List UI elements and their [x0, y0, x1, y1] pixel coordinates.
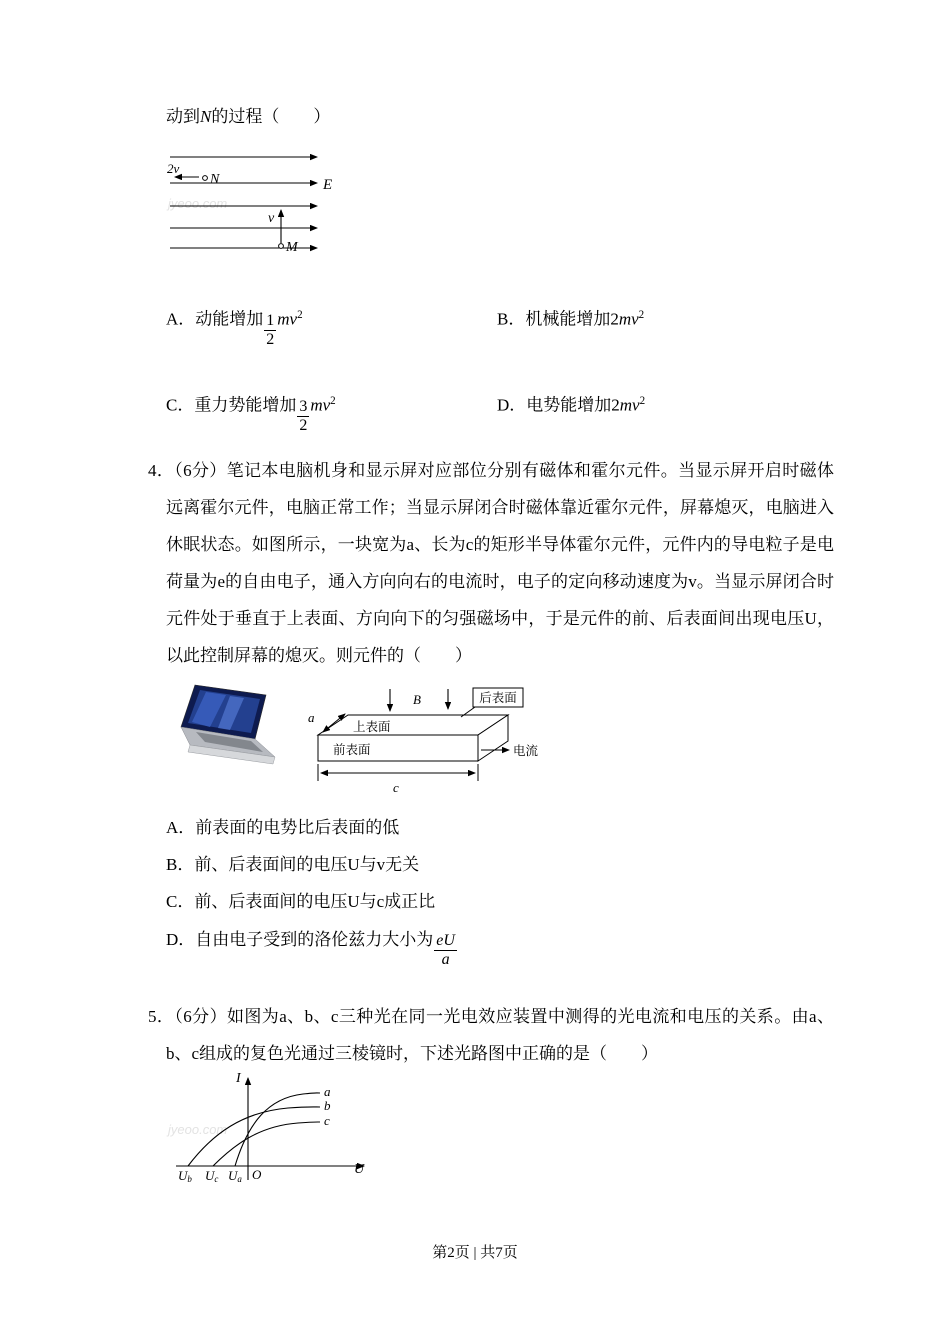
- tick-Ub: Ub: [178, 1168, 192, 1184]
- curve-c: [213, 1122, 320, 1166]
- top-face: [318, 715, 508, 735]
- q5-number: 5．（6分）: [148, 1007, 227, 1026]
- q4-option-d: [166, 927, 458, 970]
- length-c-dimension: [318, 764, 478, 781]
- curves: [188, 1093, 320, 1166]
- page-footer: 第2页 | 共7页: [432, 1245, 518, 1261]
- q3-option-d-exponent: 2: [639, 395, 646, 407]
- q4-option-b: B．前、后表面间的电压U与v无关: [166, 855, 420, 874]
- tick-Uc: Uc: [205, 1168, 219, 1184]
- label-2v: 2v: [167, 161, 180, 176]
- label-U: U: [354, 1162, 365, 1177]
- label-a: a: [308, 710, 315, 725]
- fraction-denominator: a: [441, 951, 450, 969]
- point-M-marker: [279, 244, 284, 249]
- q3-option-c-exponent: 2: [330, 395, 336, 407]
- label-v: v: [268, 211, 275, 226]
- fraction-numerator: 3: [297, 398, 309, 417]
- q3-option-a: [166, 302, 303, 349]
- q5-body: 如图为a、b、c三种光在同一光电效应装置中测得的光电流和电压的关系。由a、b、c组成的复色光通过三棱镜时，下述光路图中正确的是（ ）: [166, 1007, 834, 1063]
- q3-option-c-text: C．重力势能增加: [166, 395, 297, 415]
- q3-option-b-text: B．机械能增加2: [497, 309, 619, 329]
- curve-c-label: c: [324, 1113, 330, 1128]
- hall-element-diagram: [305, 684, 570, 796]
- q3-option-d-unit: mv: [619, 395, 640, 415]
- q4-option-d-text: D．自由电子受到的洛伦兹力大小为: [166, 930, 434, 949]
- label-M: M: [286, 240, 298, 255]
- front-face-label: 前表面: [333, 743, 371, 757]
- q3-option-c-unit: mv: [310, 395, 331, 415]
- back-face-label: 后表面: [479, 691, 517, 705]
- label-O: O: [252, 1167, 262, 1182]
- label-I: I: [236, 1071, 241, 1086]
- q3-option-b: [497, 302, 644, 333]
- q3-tail-var: N: [200, 107, 212, 126]
- tick-Ub-subscript: b: [187, 1174, 192, 1184]
- fraction-denominator: 2: [266, 331, 275, 349]
- q4-option-a: A．前表面的电势比后表面的低: [166, 818, 400, 837]
- tick-Ua-subscript: a: [237, 1174, 242, 1184]
- q4-option-c: C．前、后表面间的电压U与c成正比: [166, 892, 436, 911]
- q3-option-b-exponent: 2: [638, 309, 645, 321]
- field-lines: [170, 157, 317, 248]
- q3-tail-pre: 动到: [166, 107, 200, 126]
- point-N-marker: [203, 176, 208, 181]
- q3-text-tail: [166, 102, 330, 127]
- curve-a-label: a: [324, 1084, 331, 1099]
- fraction: [297, 398, 309, 436]
- q3-option-d-text: D．电势能增加2: [497, 395, 620, 415]
- watermark-text: jyeoo.com: [168, 1122, 228, 1137]
- label-E: E: [323, 177, 333, 193]
- laptop-illustration: [178, 682, 283, 787]
- label-N: N: [210, 172, 220, 187]
- label-c: c: [393, 780, 399, 795]
- photocurrent-voltage-graph: [168, 1068, 373, 1198]
- q4-body: 笔记本电脑机身和显示屏对应部位分别有磁体和霍尔元件。当显示屏开启时磁体远离霍尔元件，电脑正常工作；当显示屏闭合时磁体靠近霍尔元件，屏幕熄灭，电脑进入休眠状态。如图所示，一块宽为a、长为c的矩形半导体霍尔元件，元件内的导电粒子是电荷量为e的自由电子，通入方向向右的电流时，电子的定向移动速度为v。当显示屏闭合时元件处于垂直于上表面、方向向下的匀强磁场中，于是元件的前、后表面间出现电压U，以此控制屏幕的熄灭。则元件的（ ）: [166, 461, 835, 665]
- q3-option-c: [166, 388, 336, 435]
- curve-b-label: b: [324, 1098, 331, 1113]
- q3-option-a-exponent: 2: [297, 309, 303, 321]
- q4-number: 4．（6分）: [148, 461, 227, 480]
- q3-option-b-unit: mv: [618, 309, 639, 329]
- label-B: B: [413, 692, 421, 707]
- q5-paragraph: [148, 998, 834, 1072]
- fraction-numerator: 1: [264, 312, 276, 331]
- q4-paragraph: [148, 452, 834, 674]
- fraction: [264, 312, 276, 350]
- tick-Uc-subscript: c: [214, 1174, 219, 1184]
- q3-field-diagram: [165, 146, 365, 261]
- fraction-denominator: 2: [299, 417, 308, 435]
- q3-option-a-text: A．动能增加: [166, 309, 264, 329]
- watermark-text: jyeoo.com: [168, 196, 228, 211]
- q3-option-d: [497, 388, 645, 419]
- fraction: [434, 932, 457, 970]
- q3-tail-post: 的过程（ ）: [211, 107, 331, 126]
- current-label: 电流: [513, 744, 539, 758]
- curve-b: [188, 1107, 320, 1166]
- axes: [176, 1078, 364, 1180]
- q3-option-a-unit: mv: [277, 309, 298, 329]
- top-face-label: 上表面: [353, 720, 391, 734]
- fraction-numerator: eU: [434, 932, 457, 951]
- tick-Ua: Ua: [228, 1168, 242, 1184]
